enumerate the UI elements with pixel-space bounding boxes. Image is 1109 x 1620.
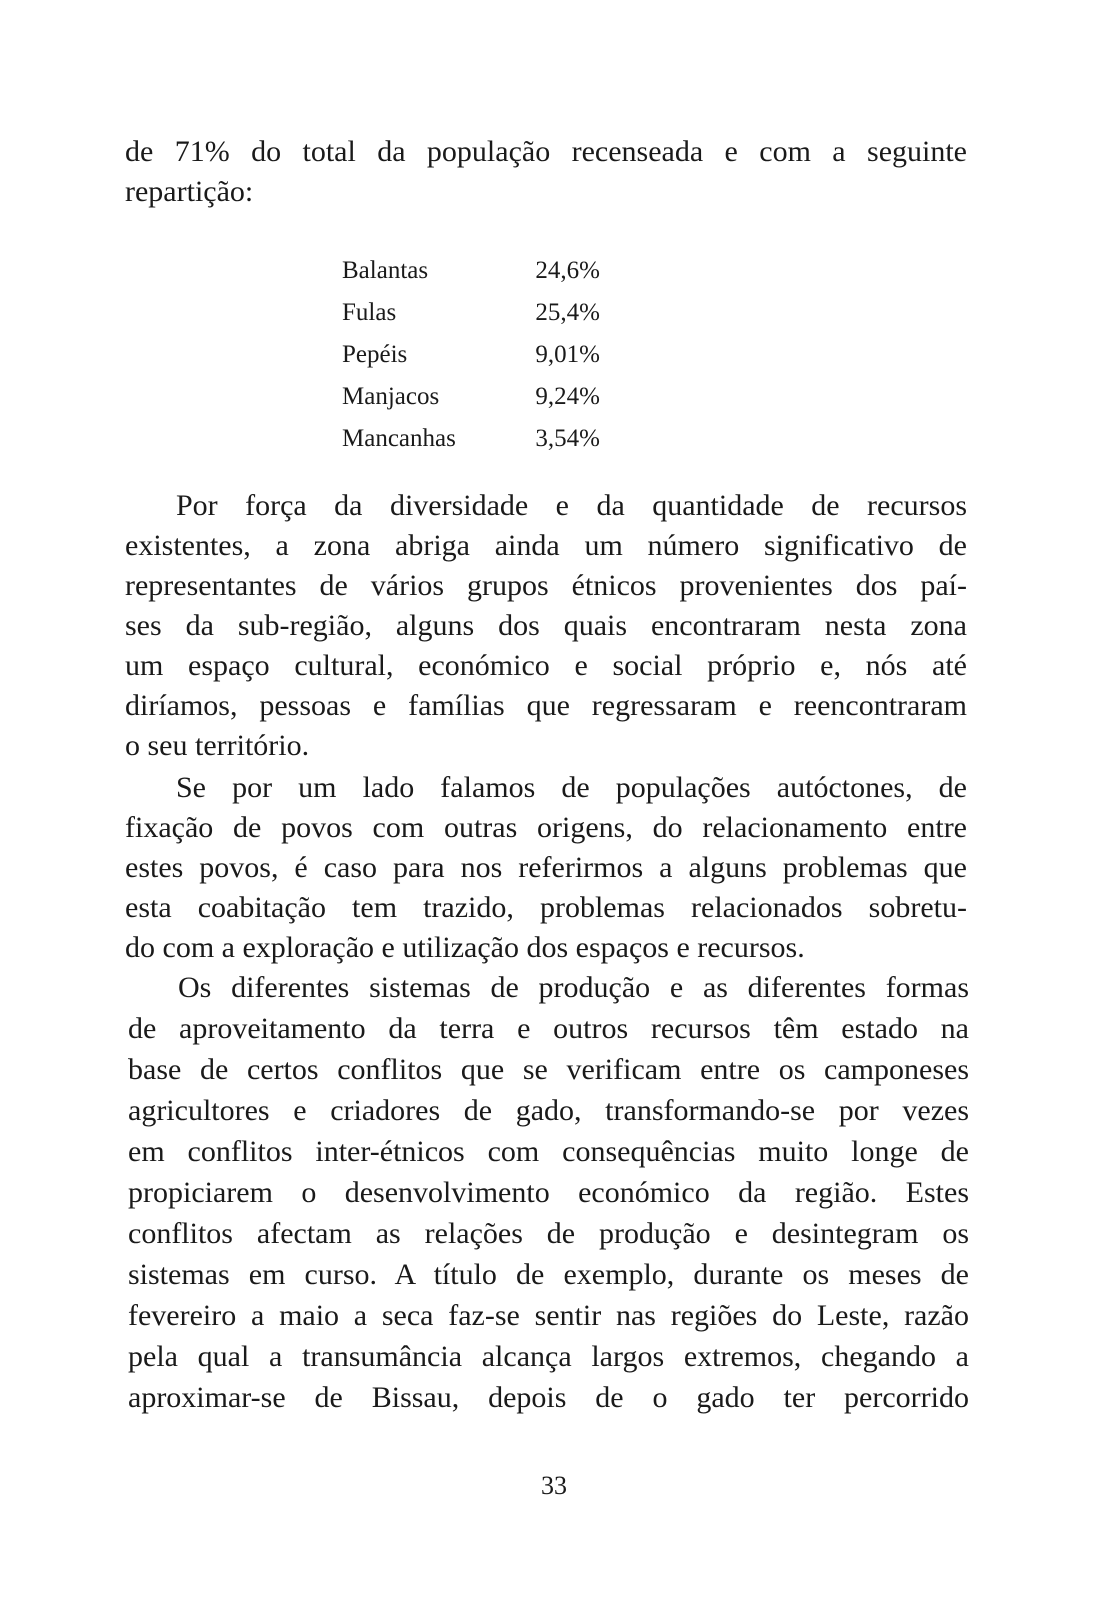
group-percent: 9,01% [535, 341, 600, 368]
intro-line: de 71% do total da população recenseada e com a seguinte [125, 135, 967, 168]
paragraph-line: aproximar-se de Bissau, depois de o gado ter percorrido [128, 1381, 969, 1414]
paragraph-line: esta coabitação tem trazido, problemas relacionados sobretu- [125, 891, 967, 924]
paragraph-line: diríamos, pessoas e famílias que regressaram e reencontraram [125, 689, 967, 722]
paragraph-line: Os diferentes sistemas de produção e as diferentes formas [178, 971, 969, 1004]
paragraph-line: pela qual a transumância alcança largos extremos, chegando a [128, 1340, 969, 1373]
paragraph-line: base de certos conflitos que se verificam entre os camponeses [128, 1053, 969, 1086]
intro-line: repartição: [125, 175, 254, 208]
table-row [342, 376, 600, 418]
paragraph-line: propiciarem o desenvolvimento económico da região. Estes [128, 1176, 969, 1209]
group-percent: 24,6% [535, 257, 600, 284]
paragraph-line: agricultores e criadores de gado, transformando-se por vezes [128, 1094, 969, 1127]
group-percent: 9,24% [535, 383, 600, 410]
group-percent: 25,4% [535, 299, 600, 326]
group-name: Pepéis [342, 341, 408, 368]
paragraph-line: Por força da diversidade e da quantidade de recursos [176, 489, 967, 522]
paragraph-line: existentes, a zona abriga ainda um número significativo de [125, 529, 967, 562]
paragraph-line: estes povos, é caso para nos referirmos a alguns problemas que [125, 851, 967, 884]
paragraph-line: conflitos afectam as relações de produção e desintegram os [128, 1217, 969, 1250]
ethnic-groups-table [342, 250, 600, 460]
group-name: Mancanhas [342, 425, 456, 452]
paragraph-line: sistemas em curso. A título de exemplo, durante os meses de [128, 1258, 969, 1291]
group-name: Balantas [342, 257, 429, 284]
paragraph-line: de aproveitamento da terra e outros recursos têm estado na [128, 1012, 969, 1045]
paragraph-line: Se por um lado falamos de populações autóctones, de [176, 771, 967, 804]
group-name: Manjacos [342, 383, 440, 410]
table-row [342, 418, 600, 460]
table-row [342, 292, 600, 334]
paragraph-line: um espaço cultural, económico e social próprio e, nós até [125, 649, 967, 682]
paragraph-line: representantes de vários grupos étnicos provenientes dos paí- [125, 569, 967, 602]
paragraph-line: em conflitos inter-étnicos com consequências muito longe de [128, 1135, 969, 1168]
page-number: 33 [541, 1471, 567, 1500]
paragraph-line: do com a exploração e utilização dos espaços e recursos. [125, 931, 805, 964]
table-row [342, 334, 600, 376]
paragraph-line: fixação de povos com outras origens, do relacionamento entre [125, 811, 967, 844]
paragraph-line: fevereiro a maio a seca faz-se sentir nas regiões do Leste, razão [128, 1299, 969, 1332]
paragraph-line: ses da sub-região, alguns dos quais encontraram nesta zona [125, 609, 967, 642]
table-row [342, 250, 600, 292]
group-name: Fulas [342, 299, 397, 326]
group-percent: 3,54% [535, 425, 600, 452]
paragraph-line: o seu território. [125, 729, 310, 762]
